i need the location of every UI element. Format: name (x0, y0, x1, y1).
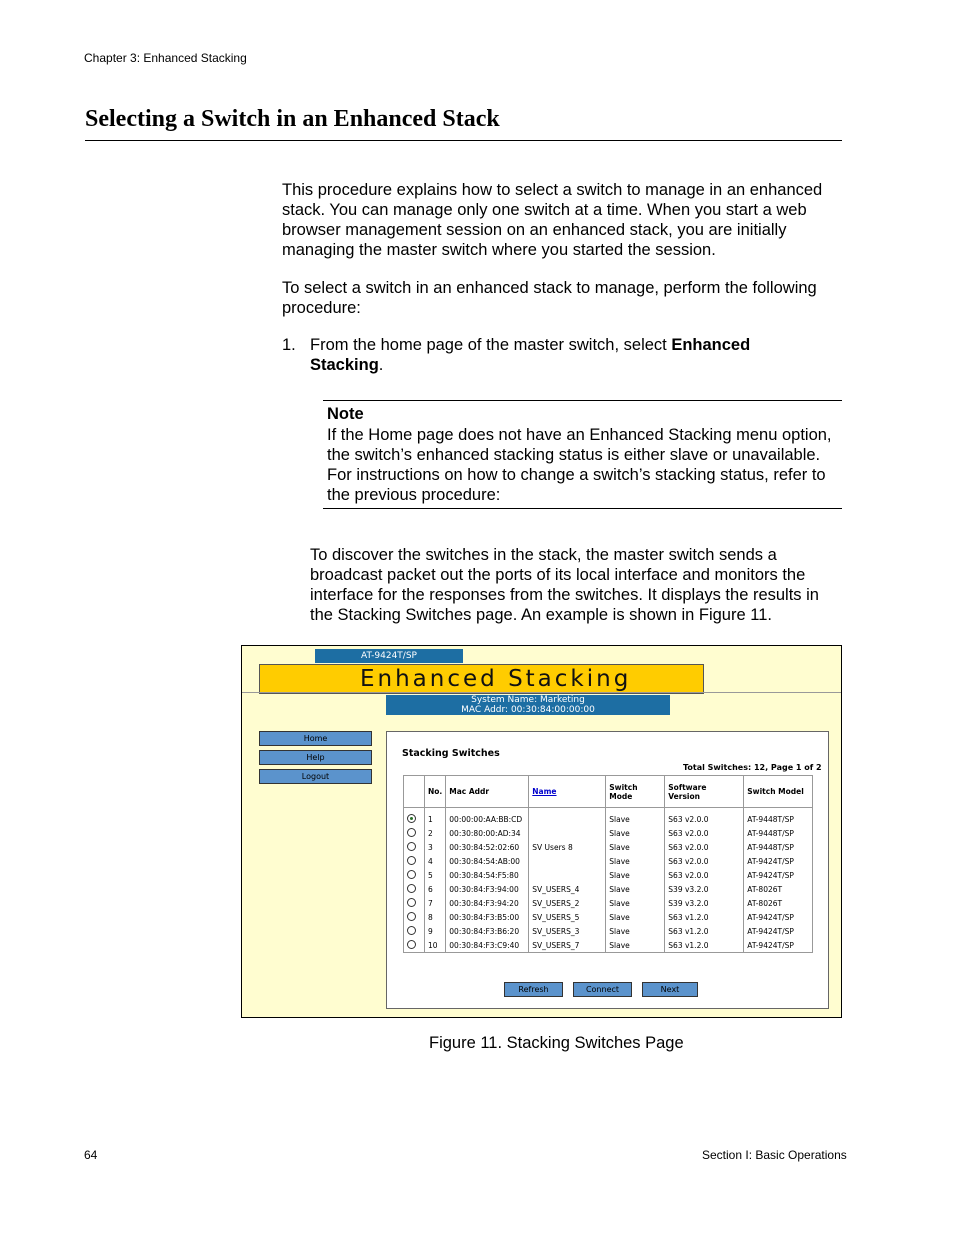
cell-switch-model: AT-9424T/SP (744, 910, 813, 924)
cell-switch-mode: Slave (606, 882, 665, 896)
table-row (404, 868, 813, 882)
figure-caption: Figure 11. Stacking Switches Page (429, 1034, 684, 1052)
table-row (404, 938, 813, 953)
cell-software-version: S63 v1.2.0 (665, 924, 744, 938)
cell-no: 3 (425, 840, 446, 854)
cell-switch-mode: Slave (606, 840, 665, 854)
cell-mac-addr: 00:30:84:52:02:60 (446, 840, 529, 854)
column-header-name[interactable] (529, 776, 606, 808)
cell-no: 7 (425, 896, 446, 910)
mac-address: MAC Addr: 00:30:84:00:00:00 (461, 704, 595, 715)
note-bottom-rule (323, 508, 842, 509)
table-row (404, 896, 813, 910)
cell-software-version: S63 v1.2.0 (665, 910, 744, 924)
stacking-switches-panel (386, 731, 829, 1009)
select-column-header (404, 776, 425, 808)
column-header-mode: Switch Mode (606, 776, 665, 808)
row-select-cell (404, 808, 425, 827)
logout-button[interactable]: Logout (259, 769, 372, 784)
cell-switch-mode: Slave (606, 910, 665, 924)
banner-divider (242, 692, 841, 693)
cell-mac-addr: 00:30:84:54:AB:00 (446, 854, 529, 868)
column-header-version: Software Version (665, 776, 744, 808)
column-header-model: Switch Model (744, 776, 813, 808)
switch-radio-button[interactable] (407, 828, 416, 837)
cell-switch-mode: Slave (606, 808, 665, 827)
cell-name: SV Users 8 (529, 840, 606, 854)
switch-radio-button[interactable] (407, 870, 416, 879)
cell-software-version: S63 v1.2.0 (665, 938, 744, 953)
note-text: If the Home page does not have an Enhanced Stacking menu option, the switch’s enhanced stacking status is either slave or unavailable. For instructions on how to change a switch’s stacking status, refer to the previous procedure: (327, 426, 832, 504)
cell-name (529, 854, 606, 868)
cell-mac-addr: 00:30:84:F3:B6:20 (446, 924, 529, 938)
cell-mac-addr: 00:30:84:54:F5:80 (446, 868, 529, 882)
cell-mac-addr: 00:30:84:F3:C9:40 (446, 938, 529, 953)
banner-title: Enhanced Stacking (360, 666, 632, 692)
cell-name (529, 808, 606, 827)
cell-switch-model: AT-9424T/SP (744, 854, 813, 868)
cell-software-version: S39 v3.2.0 (665, 882, 744, 896)
cell-no: 8 (425, 910, 446, 924)
row-select-cell (404, 868, 425, 882)
cell-switch-mode: Slave (606, 826, 665, 840)
next-button[interactable]: Next (642, 982, 698, 997)
cell-switch-mode: Slave (606, 854, 665, 868)
model-tab: AT-9424T/SP (315, 649, 463, 663)
cell-no: 6 (425, 882, 446, 896)
discover-paragraph: To discover the switches in the stack, the master switch sends a broadcast packet out the ports of its local interface and monitors the interface for the responses from the switches. It displays the results in the Stacking Switches page. An example is shown in Figure 11. (310, 546, 819, 624)
page-title: Selecting a Switch in an Enhanced Stack (85, 106, 500, 132)
cell-no: 4 (425, 854, 446, 868)
cell-name: SV_USERS_3 (529, 924, 606, 938)
page-number: 64 (84, 1148, 98, 1162)
switch-radio-button[interactable] (407, 898, 416, 907)
switch-radio-button[interactable] (407, 814, 416, 823)
cell-switch-mode: Slave (606, 938, 665, 953)
system-info-box (386, 695, 670, 715)
switch-radio-button[interactable] (407, 884, 416, 893)
cell-name: SV_USERS_7 (529, 938, 606, 953)
row-select-cell (404, 938, 425, 953)
cell-switch-model: AT-9424T/SP (744, 924, 813, 938)
row-select-cell (404, 910, 425, 924)
table-row (404, 840, 813, 854)
cell-switch-model: AT-8026T (744, 896, 813, 910)
switch-radio-button[interactable] (407, 856, 416, 865)
cell-name (529, 868, 606, 882)
switch-radio-button[interactable] (407, 940, 416, 949)
cell-switch-model: AT-9424T/SP (744, 868, 813, 882)
cell-switch-mode: Slave (606, 896, 665, 910)
cell-name: SV_USERS_4 (529, 882, 606, 896)
cell-no: 9 (425, 924, 446, 938)
step-1-text: From the home page of the master switch, select Enhanced Stacking. (310, 336, 751, 374)
cell-switch-model: AT-9448T/SP (744, 808, 813, 827)
switch-radio-button[interactable] (407, 842, 416, 851)
system-name: System Name: Marketing (471, 695, 585, 705)
connect-button[interactable]: Connect (573, 982, 632, 997)
cell-name: SV_USERS_2 (529, 896, 606, 910)
cell-switch-model: AT-9448T/SP (744, 826, 813, 840)
cell-software-version: S63 v2.0.0 (665, 854, 744, 868)
cell-no: 10 (425, 938, 446, 953)
cell-switch-model: AT-9424T/SP (744, 938, 813, 953)
title-rule (85, 140, 842, 141)
table-row (404, 910, 813, 924)
cell-switch-model: AT-8026T (744, 882, 813, 896)
cell-name: SV_USERS_5 (529, 910, 606, 924)
cell-software-version: S63 v2.0.0 (665, 826, 744, 840)
table-row (404, 924, 813, 938)
cell-switch-mode: Slave (606, 924, 665, 938)
row-select-cell (404, 854, 425, 868)
cell-mac-addr: 00:30:80:00:AD:34 (446, 826, 529, 840)
enhanced-stacking-banner (259, 664, 704, 694)
cell-mac-addr: 00:00:00:AA:BB:CD (446, 808, 529, 827)
cell-mac-addr: 00:30:84:F3:94:20 (446, 896, 529, 910)
switch-radio-button[interactable] (407, 912, 416, 921)
procedure-paragraph: To select a switch in an enhanced stack to manage, perform the following procedure: (282, 279, 817, 317)
note-top-rule (323, 400, 842, 401)
row-select-cell (404, 826, 425, 840)
switch-radio-button[interactable] (407, 926, 416, 935)
chapter-header: Chapter 3: Enhanced Stacking (84, 51, 247, 65)
table-row (404, 854, 813, 868)
cell-software-version: S63 v2.0.0 (665, 868, 744, 882)
table-row (404, 882, 813, 896)
cell-no: 5 (425, 868, 446, 882)
section-footer: Section I: Basic Operations (702, 1148, 847, 1162)
cell-mac-addr: 00:30:84:F3:94:00 (446, 882, 529, 896)
column-header-mac: Mac Addr (446, 776, 529, 808)
cell-mac-addr: 00:30:84:F3:B5:00 (446, 910, 529, 924)
cell-software-version: S63 v2.0.0 (665, 808, 744, 827)
row-select-cell (404, 896, 425, 910)
table-row (404, 808, 813, 827)
help-button[interactable]: Help (259, 750, 372, 765)
intro-paragraph: This procedure explains how to select a switch to manage in an enhanced stack. You can manage only one switch at a time. When you start a web browser management session on an enhanced stack, you are initially managing the master switch where you started the session. (282, 181, 823, 259)
table-row (404, 826, 813, 840)
cell-name (529, 826, 606, 840)
cell-software-version: S39 v3.2.0 (665, 896, 744, 910)
note-heading: Note (327, 405, 364, 423)
cell-switch-model: AT-9448T/SP (744, 840, 813, 854)
step-number: 1. (282, 336, 296, 354)
cell-no: 2 (425, 826, 446, 840)
total-switches: Total Switches: 12, Page 1 of 2 (683, 763, 822, 772)
switches-table (403, 775, 813, 953)
panel-title: Stacking Switches (402, 748, 500, 759)
name-sort-link[interactable]: Name (532, 787, 557, 796)
cell-no: 1 (425, 808, 446, 827)
refresh-button[interactable]: Refresh (504, 982, 563, 997)
row-select-cell (404, 924, 425, 938)
row-select-cell (404, 840, 425, 854)
row-select-cell (404, 882, 425, 896)
home-button[interactable]: Home (259, 731, 372, 746)
cell-switch-mode: Slave (606, 868, 665, 882)
figure-stacking-switches (241, 645, 842, 1018)
cell-software-version: S63 v2.0.0 (665, 840, 744, 854)
column-header-no: No. (425, 776, 446, 808)
